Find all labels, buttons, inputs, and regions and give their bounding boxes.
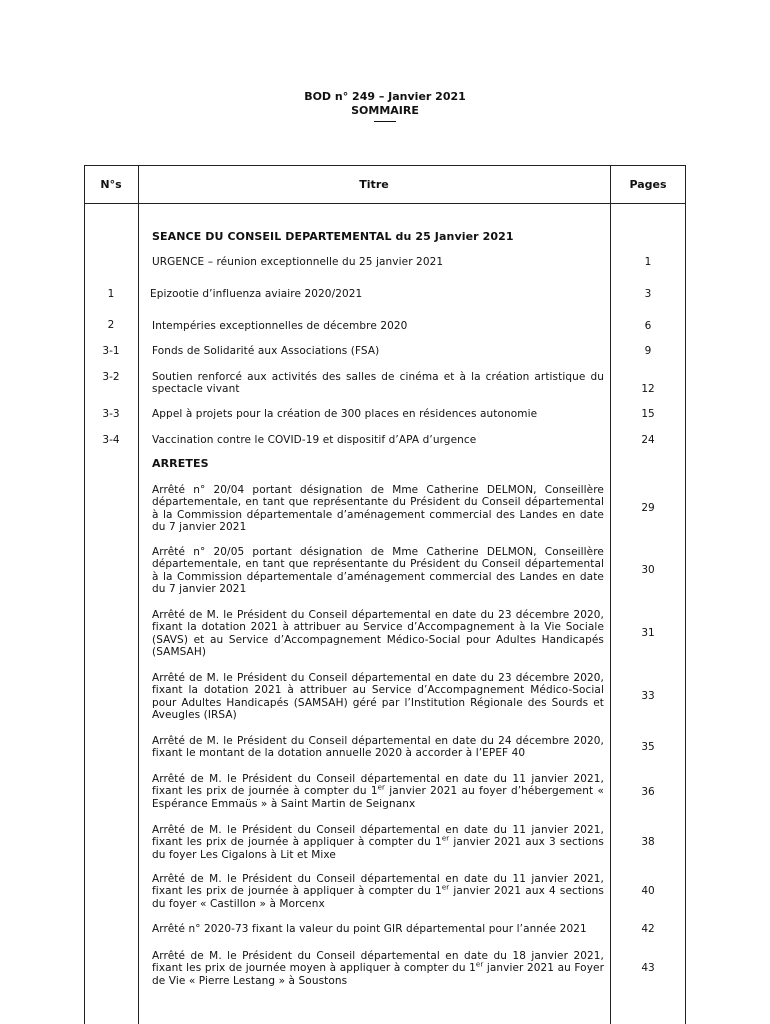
row-page: 12 bbox=[641, 383, 655, 395]
row-page: 6 bbox=[644, 320, 652, 332]
row-page: 24 bbox=[641, 434, 655, 446]
row-page: 15 bbox=[641, 408, 655, 420]
row-page: 42 bbox=[641, 923, 655, 935]
column-header-title: Titre bbox=[359, 178, 389, 191]
row-title: Fonds de Solidarité aux Associations (FSA) bbox=[152, 345, 380, 357]
header-row-divider bbox=[84, 203, 686, 204]
summary-title: SOMMAIRE bbox=[351, 104, 419, 117]
row-title: Vaccination contre le COVID-19 et dispositif d’APA d’urgence bbox=[152, 434, 477, 446]
row-title: Arrêté de M. le Président du Conseil départemental en date du 11 janvier 2021, fixant les prix de journée à compter du 1er janvier 2021 au foyer d’hébergement « Espérance Emmaüs » à Saint Martin de Seignanx bbox=[152, 773, 604, 810]
row-number: 2 bbox=[107, 319, 115, 331]
row-title: Arrêté de M. le Président du Conseil départemental en date du 24 décembre 2020, fixant le montant de la dotation annuelle 2020 à accorder à l’EPEF 40 bbox=[152, 735, 604, 760]
row-title: Arrêté de M. le Président du Conseil départemental en date du 11 janvier 2021, fixant les prix de journée à appliquer à compter du 1er janvier 2021 aux 4 sections du foyer « Castillon » à Morcenx bbox=[152, 873, 604, 910]
document-header bbox=[0, 90, 770, 122]
row-title: Arrêté de M. le Président du Conseil départemental en date du 18 janvier 2021, fixant les prix de journée moyen à appliquer à compter du 1er janvier 2021 au Foyer de Vie « Pierre Lestang » à Soustons bbox=[152, 950, 604, 987]
row-page: 1 bbox=[644, 256, 652, 268]
row-number: 3-2 bbox=[102, 371, 120, 383]
row-title: Epizootie d’influenza aviaire 2020/2021 bbox=[150, 288, 363, 300]
column-divider-num bbox=[138, 165, 139, 1024]
row-page: 29 bbox=[641, 502, 655, 514]
column-header-pages: Pages bbox=[629, 178, 667, 191]
row-title: Appel à projets pour la création de 300 places en résidences autonomie bbox=[152, 408, 538, 420]
row-page: 33 bbox=[641, 690, 655, 702]
row-page: 30 bbox=[641, 564, 655, 576]
row-title: Arrêté n° 20/04 portant désignation de Mme Catherine DELMON, Conseillère départementale, en tant que représentante du Président du Conseil départemental à la Commission départementale d’aménagement commercial des Landes en date du 7 janvier 2021 bbox=[152, 484, 604, 533]
row-title: URGENCE – réunion exceptionnelle du 25 janvier 2021 bbox=[152, 256, 444, 268]
row-title: Arrêté de M. le Président du Conseil départemental en date du 23 décembre 2020, fixant la dotation 2021 à attribuer au Service d’Accompagnement à la Vie Sociale (SAVS) et au Service d’Accompagnement Médico-Social pour Adultes Handicapés (SAMSAH) bbox=[152, 609, 604, 658]
row-number: 3-4 bbox=[102, 434, 120, 446]
title-rule bbox=[374, 121, 396, 122]
section-heading-seance: SEANCE DU CONSEIL DEPARTEMENTAL du 25 Janvier 2021 bbox=[152, 230, 514, 243]
row-title: Intempéries exceptionnelles de décembre 2020 bbox=[152, 320, 408, 332]
row-page: 35 bbox=[641, 741, 655, 753]
row-title: Arrêté n° 2020-73 fixant la valeur du point GIR départemental pour l’année 2021 bbox=[152, 923, 587, 935]
row-number: 1 bbox=[107, 288, 115, 300]
row-page: 38 bbox=[641, 836, 655, 848]
row-number: 3-1 bbox=[102, 345, 120, 357]
row-title: Arrêté de M. le Président du Conseil départemental en date du 11 janvier 2021, fixant les prix de journée à appliquer à compter du 1er janvier 2021 aux 3 sections du foyer Les Cigalons à Lit et Mixe bbox=[152, 824, 604, 861]
row-title: Arrêté n° 20/05 portant désignation de Mme Catherine DELMON, Conseillère départementale, en tant que représentante du Président du Conseil départemental à la Commission départementale d’aménagement commercial des Landes en date du 7 janvier 2021 bbox=[152, 546, 604, 595]
row-page: 9 bbox=[644, 345, 652, 357]
section-heading-arretes: ARRETES bbox=[152, 457, 209, 470]
bulletin-number: BOD n° 249 – Janvier 2021 bbox=[304, 90, 466, 103]
row-page: 36 bbox=[641, 786, 655, 798]
row-page: 31 bbox=[641, 627, 655, 639]
row-title: Soutien renforcé aux activités des salles de cinéma et à la création artistique du spectacle vivant bbox=[152, 371, 604, 396]
row-title: Arrêté de M. le Président du Conseil départemental en date du 23 décembre 2020, fixant la dotation 2021 à attribuer au Service d’Accompagnement Médico-Social pour Adultes Handicapés (SAMSAH) géré par l’Institution Régionale des Sourds et Aveugles (IRSA) bbox=[152, 672, 604, 721]
row-page: 3 bbox=[644, 288, 652, 300]
row-page: 43 bbox=[641, 962, 655, 974]
column-header-num: N°s bbox=[100, 178, 122, 191]
row-number: 3-3 bbox=[102, 408, 120, 420]
row-page: 40 bbox=[641, 885, 655, 897]
summary-table bbox=[84, 165, 686, 1024]
